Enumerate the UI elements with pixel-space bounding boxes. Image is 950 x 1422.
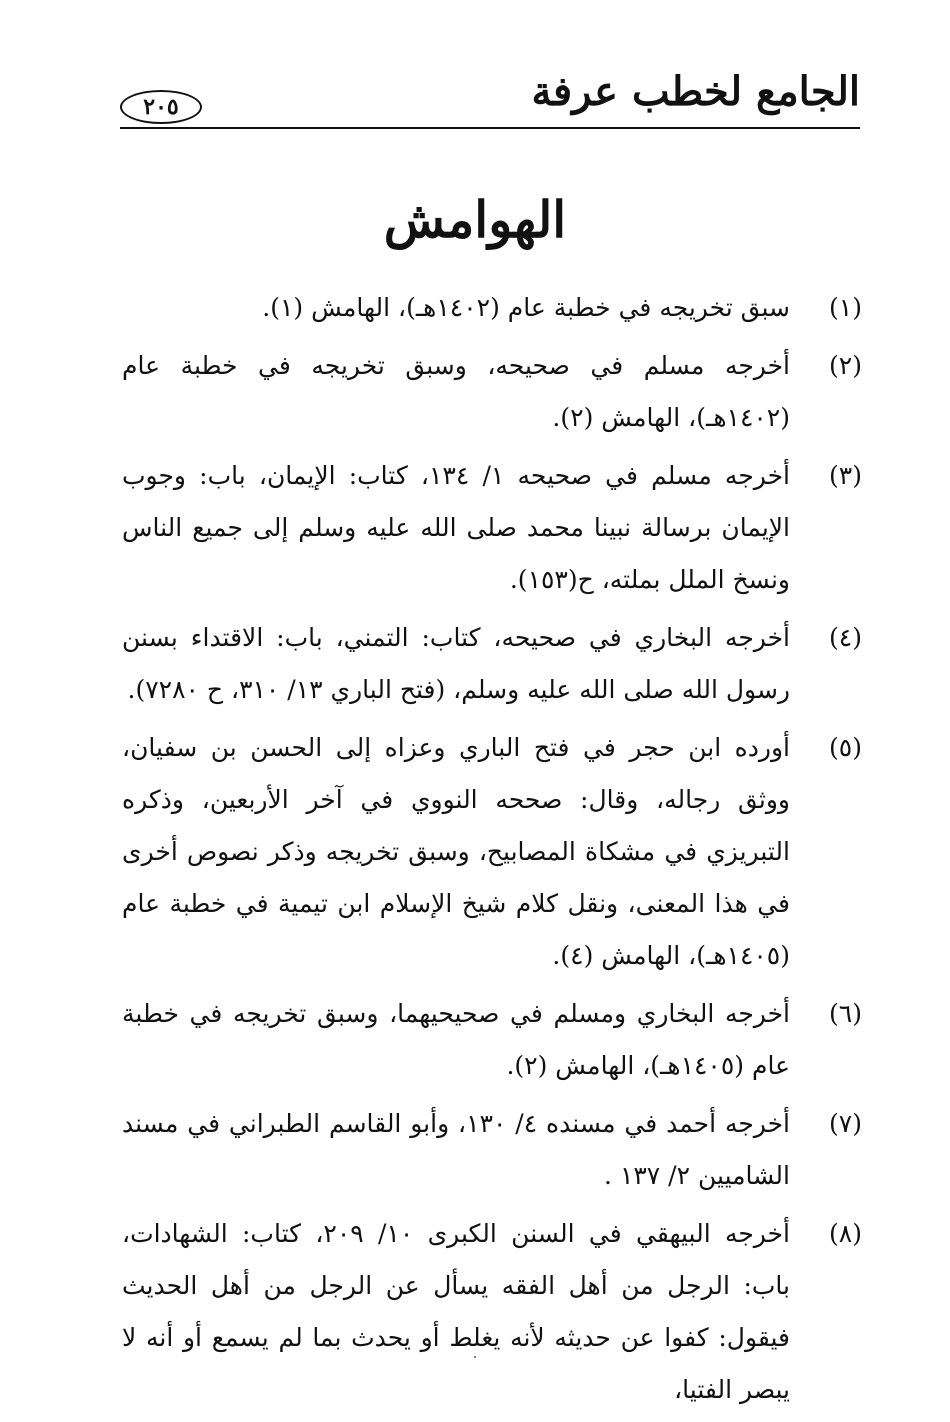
- footnote-text: سبق تخريجه في خطبة عام (١٤٠٢هـ)، الهامش (١).: [262, 293, 790, 322]
- page-number: ٢٠٥: [120, 90, 202, 124]
- footnote-number: (٧): [829, 1109, 862, 1138]
- footnote-7: [122, 1098, 862, 1202]
- footnote-number: (١): [829, 293, 862, 322]
- footnote-8: [122, 1208, 862, 1416]
- section-title: الهوامش: [383, 190, 567, 249]
- footnote-number: (٨): [829, 1219, 862, 1248]
- footnote-5: [122, 722, 862, 982]
- header-divider: [120, 127, 860, 129]
- page-header: [120, 60, 860, 130]
- footnote-6: [122, 988, 862, 1092]
- book-title: الجامع لخطب عرفة: [531, 68, 860, 115]
- footnote-number: (٤): [829, 623, 862, 652]
- footnote-text: أخرجه البخاري في صحيحه، كتاب: التمني، باب: الاقتداء بسنن رسول الله صلى الله عليه وسلم، (فتح الباري ١٣/ ٣١٠، ح ٧٢٨٠).: [122, 623, 790, 704]
- footnote-number: (٥): [829, 733, 862, 762]
- footnote-text: أخرجه البيهقي في السنن الكبرى ١٠/ ٢٠٩، كتاب: الشهادات، باب: الرجل من أهل الفقه يسأل عن الرجل من أهل الحديث فيقول: كفوا عن حديثه لأنه يغلط أو يحدث بما لم يسمع أو أنه لا يبصر الفتيا،: [122, 1219, 791, 1404]
- footnote-2: [122, 340, 862, 444]
- page-speck: [474, 1356, 476, 1358]
- footnote-text: أخرجه مسلم في صحيحه، وسبق تخريجه في خطبة عام (١٤٠٢هـ)، الهامش (٢).: [122, 351, 790, 432]
- footnote-text: أخرجه البخاري ومسلم في صحيحيهما، وسبق تخريجه في خطبة عام (١٤٠٥هـ)، الهامش (٢).: [122, 999, 790, 1080]
- footnote-text: أخرجه مسلم في صحيحه ١/ ١٣٤، كتاب: الإيمان، باب: وجوب الإيمان برسالة نبينا محمد صلى الله عليه وسلم إلى جميع الناس ونسخ الملل بملته، ح(١٥٣).: [122, 461, 790, 594]
- footnotes-list: [122, 282, 862, 1422]
- footnote-number: (٢): [829, 351, 862, 380]
- footnote-1: [122, 282, 862, 334]
- footnote-text: أخرجه أحمد في مسنده ٤/ ١٣٠، وأبو القاسم الطبراني في مسند الشاميين ٢/ ١٣٧ .: [122, 1109, 791, 1190]
- footnote-4: [122, 612, 862, 716]
- footnote-number: (٦): [829, 999, 862, 1028]
- footnote-text: أورده ابن حجر في فتح الباري وعزاه إلى الحسن بن سفيان، ووثق رجاله، وقال: صححه النووي في آخر الأربعين، وذكره التبريزي في مشكاة المصابيح، وسبق تخريجه وذكر نصوص أخرى في هذا المعنى، ونقل كلام شيخ الإسلام ابن تيمية في خطبة عام (١٤٠٥هـ)، الهامش (٤).: [122, 733, 790, 970]
- footnote-number: (٣): [829, 461, 862, 490]
- footnote-3: [122, 450, 862, 606]
